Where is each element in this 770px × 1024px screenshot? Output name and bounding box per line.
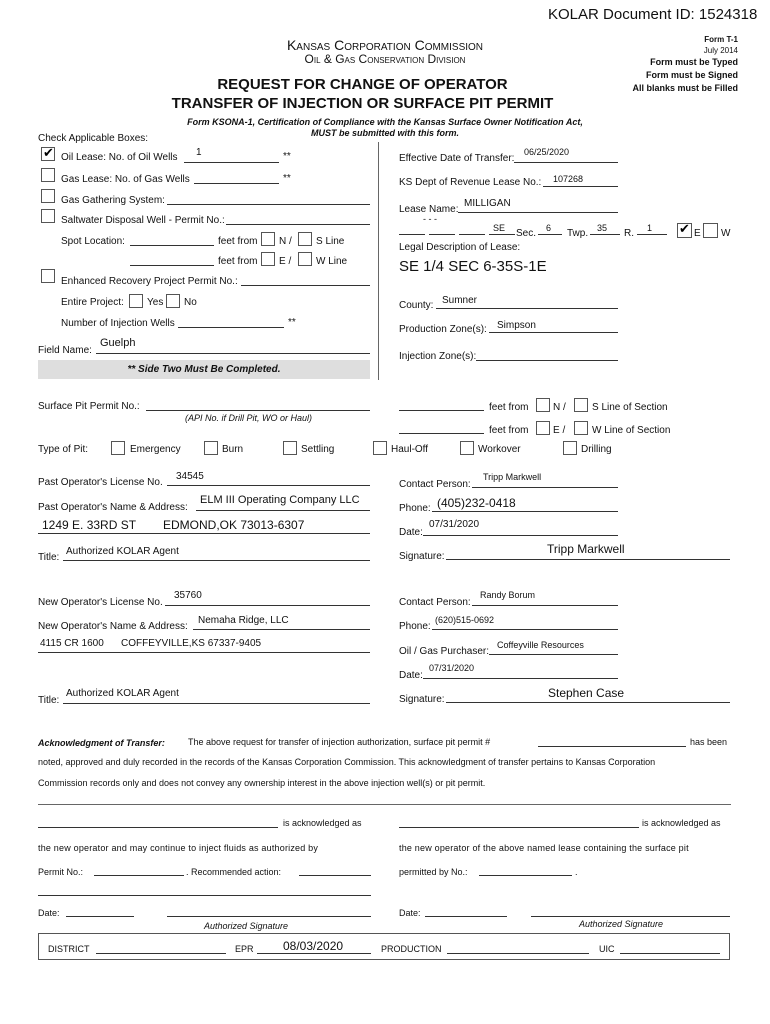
range-w-checkbox[interactable] (703, 223, 718, 238)
new-phone-value: (620)515-0692 (435, 615, 495, 625)
enhanced-recovery-label: Enhanced Recovery Project Permit No.: (61, 276, 238, 287)
past-name-address-label: Past Operator's Name & Address: (38, 502, 188, 513)
type-of-pit-label: Type of Pit: (38, 444, 89, 455)
pit-feet-from-label-2: feet from (489, 425, 529, 436)
quarter-field-4[interactable] (489, 234, 515, 235)
entire-project-label: Entire Project: (61, 297, 124, 308)
range-label: R. (624, 228, 634, 239)
epr-label: EPR (235, 944, 254, 954)
new-license-field[interactable] (165, 605, 370, 606)
sec-label: Sec. (516, 228, 537, 239)
new-title-field[interactable] (63, 703, 370, 704)
uic-field[interactable] (620, 953, 720, 954)
saltwater-permit-field[interactable] (226, 224, 370, 225)
spot-w-checkbox[interactable] (298, 252, 312, 266)
right-permitted-by-label: permitted by No.: (399, 867, 468, 877)
ack-has-been: has been (690, 737, 728, 747)
quarter-value: SE (493, 223, 506, 233)
haul-off-checkbox[interactable] (373, 441, 387, 455)
left-date-field[interactable] (66, 916, 134, 917)
new-signature-value: Stephen Case (548, 686, 625, 700)
settling-label: Settling (301, 444, 335, 455)
pit-n-label: N / (553, 402, 566, 413)
new-contact-value: Randy Borum (480, 590, 536, 600)
gas-lease-checkbox[interactable] (41, 168, 55, 182)
past-address-line1: 1249 E. 33RD ST (42, 518, 137, 532)
drilling-label: Drilling (581, 444, 612, 455)
epr-field[interactable] (257, 953, 371, 954)
check-boxes-label: Check Applicable Boxes: (38, 133, 149, 144)
gas-gathering-label: Gas Gathering System: (61, 195, 165, 206)
left-recommended-label: . Recommended action: (186, 867, 282, 877)
ks-dept-label: KS Dept of Revenue Lease No.: (399, 177, 542, 188)
drilling-checkbox[interactable] (563, 441, 577, 455)
new-name-field[interactable] (193, 629, 370, 630)
new-signature-label: Signature: (399, 694, 445, 705)
location-dashes: - - - (423, 214, 437, 224)
gas-lease-label: Gas Lease: No. of Gas Wells (61, 174, 190, 185)
left-operator-text: the new operator and may continue to inject fluids as authorized by (38, 843, 319, 853)
emergency-label: Emergency (130, 444, 181, 455)
past-title-field[interactable] (63, 560, 370, 561)
ksona-note-2: MUST be submitted with this form. (311, 128, 459, 138)
new-signature-field[interactable] (446, 702, 730, 703)
range-e-checkbox[interactable] (677, 223, 692, 238)
gas-wells-field[interactable] (194, 183, 279, 184)
past-title-label: Title: (38, 552, 60, 563)
left-date-label: Date: (38, 908, 60, 918)
range-w-label: W (721, 228, 731, 239)
uic-label: UIC (599, 944, 615, 954)
lease-name-field[interactable] (458, 212, 618, 213)
field-name-field[interactable] (96, 353, 370, 354)
spot-e-checkbox[interactable] (261, 252, 275, 266)
quarter-field-2[interactable] (429, 234, 455, 235)
agency-name: Kansas Corporation Commission (286, 37, 484, 53)
entire-yes-checkbox[interactable] (129, 294, 143, 308)
left-permit-no-field[interactable] (94, 875, 184, 876)
oil-lease-checkbox[interactable] (41, 147, 55, 161)
past-name-field[interactable] (196, 510, 370, 511)
right-date-field[interactable] (425, 916, 507, 917)
effective-date-value: 06/25/2020 (524, 147, 570, 157)
past-address-line2: EDMOND,OK 73013-6307 (163, 518, 305, 532)
twp-value: 35 (597, 223, 608, 233)
oil-wells-field[interactable] (184, 162, 279, 163)
legal-description-value: SE 1/4 SEC 6-35S-1E (399, 258, 547, 275)
injection-wells-label: Number of Injection Wells (61, 318, 175, 329)
right-operator-text: the new operator of the above named lease containing the surface pit (399, 843, 689, 853)
new-phone-label: Phone: (399, 621, 431, 632)
spot-feet-from-label-2: feet from (218, 256, 258, 267)
spot-location-label: Spot Location: (61, 236, 125, 247)
production-zone-field[interactable] (489, 332, 618, 333)
new-title-value: Authorized KOLAR Agent (66, 688, 179, 699)
pit-w-label: W Line of Section (592, 425, 671, 436)
quarter-field-3[interactable] (459, 234, 485, 235)
pit-feet-from-label: feet from (489, 402, 529, 413)
left-signature-field[interactable] (167, 916, 371, 917)
production-zone-value: Simpson (497, 320, 536, 331)
production-label: PRODUCTION (381, 944, 442, 954)
spot-feet-from-label: feet from (218, 236, 258, 247)
past-title-value: Authorized KOLAR Agent (66, 546, 179, 557)
side-two-banner: ** Side Two Must Be Completed. (38, 360, 370, 379)
purchaser-label: Oil / Gas Purchaser: (399, 646, 490, 657)
production-field[interactable] (447, 953, 589, 954)
injection-zone-field[interactable] (476, 360, 618, 361)
right-period: . (575, 867, 578, 877)
purchaser-field[interactable] (489, 654, 618, 655)
pit-e-checkbox[interactable] (536, 421, 550, 435)
spot-n-label: N / (279, 236, 292, 247)
spot-e-label: E / (279, 256, 292, 267)
saltwater-checkbox[interactable] (41, 209, 55, 223)
past-date-field[interactable] (423, 535, 618, 536)
emergency-checkbox[interactable] (111, 441, 125, 455)
gas-gathering-checkbox[interactable] (41, 189, 55, 203)
ksona-note-1: Form KSONA-1, Certification of Compliance with the Kansas Surface Owner Notification Act, (187, 117, 583, 127)
spot-w-label: W Line (316, 256, 348, 267)
column-divider (378, 142, 379, 380)
new-contact-label: Contact Person: (399, 597, 471, 608)
past-name-value: ELM III Operating Company LLC (200, 494, 360, 506)
signed-note: Form must be Signed (645, 70, 738, 80)
enhanced-recovery-checkbox[interactable] (41, 269, 55, 283)
new-address-line1: 4115 CR 1600 (40, 638, 104, 649)
gas-wells-star: ** (283, 173, 291, 184)
ack-text-2: noted, approved and duly recorded in the records of the Kansas Corporation Commission. This acknowledgment of transfer pertains to Kansas Corporation (38, 757, 656, 767)
district-label: DISTRICT (48, 944, 90, 954)
past-date-label: Date: (399, 527, 423, 538)
surface-pit-label: Surface Pit Permit No.: (38, 401, 140, 412)
past-signature-field[interactable] (446, 559, 730, 560)
past-signature-label: Signature: (399, 551, 445, 562)
district-field[interactable] (96, 953, 226, 954)
pit-e-label: E / (553, 425, 566, 436)
past-license-field[interactable] (167, 485, 370, 486)
county-label: County: (399, 300, 434, 311)
haul-off-label: Haul-Off (391, 444, 429, 455)
spot-s-checkbox[interactable] (298, 232, 312, 246)
division-name: Oil & Gas Conservation Division (304, 52, 466, 66)
past-date-value: 07/31/2020 (429, 519, 480, 530)
county-value: Sumner (442, 295, 478, 306)
range-value: 1 (647, 223, 653, 233)
form-title-2: TRANSFER OF INJECTION OR SURFACE PIT PERMIT (171, 95, 554, 112)
past-address-field[interactable] (38, 533, 370, 534)
new-license-label: New Operator's License No. (38, 597, 163, 608)
past-contact-value: Tripp Markwell (483, 472, 542, 482)
ack-permit-field[interactable] (538, 746, 686, 747)
past-signature-value: Tripp Markwell (547, 542, 625, 556)
range-e-label: E (694, 228, 701, 239)
pit-s-checkbox[interactable] (574, 398, 588, 412)
purchaser-value: Coffeyville Resources (497, 640, 584, 650)
new-phone-field[interactable] (432, 629, 618, 630)
saltwater-label: Saltwater Disposal Well - Permit No.: (61, 215, 225, 226)
entire-no-checkbox[interactable] (166, 294, 180, 308)
left-authorized-signature: Authorized Signature (204, 921, 289, 931)
ack-text-1: The above request for transfer of injection authorization, surface pit permit # (188, 737, 491, 747)
lease-name-label: Lease Name: (399, 204, 459, 215)
oil-lease-label: Oil Lease: No. of Oil Wells (61, 152, 178, 163)
new-contact-field[interactable] (472, 605, 618, 606)
ack-heading: Acknowledgment of Transfer: (38, 738, 165, 748)
production-zone-label: Production Zone(s): (399, 324, 487, 335)
injection-zone-label: Injection Zone(s): (399, 351, 477, 362)
past-phone-value: (405)232-0418 (437, 496, 516, 510)
filled-note: All blanks must be Filled (632, 83, 738, 93)
right-is-acknowledged: is acknowledged as (642, 818, 721, 828)
twp-field[interactable] (590, 234, 620, 235)
new-date-value: 07/31/2020 (429, 663, 475, 673)
entire-no-label: No (184, 297, 197, 308)
field-name-label: Field Name: (38, 345, 92, 356)
pit-w-checkbox[interactable] (574, 421, 588, 435)
right-date-label: Date: (399, 908, 421, 918)
pit-ew-feet-field[interactable] (399, 433, 484, 434)
new-license-value: 35760 (174, 590, 202, 601)
ack-text-3: Commission records only and does not convey any ownership interest in the above injection well(s) or pit permit. (38, 778, 486, 788)
form-title-1: REQUEST FOR CHANGE OF OPERATOR (217, 76, 508, 93)
right-ack-field[interactable] (399, 827, 639, 828)
quarter-field-1[interactable] (399, 234, 425, 235)
new-name-address-label: New Operator's Name & Address: (38, 621, 188, 632)
workover-checkbox[interactable] (460, 441, 474, 455)
ks-dept-value: 107268 (553, 174, 584, 184)
right-permitted-by-field[interactable] (479, 875, 572, 876)
lease-name-value: MILLIGAN (464, 198, 511, 209)
right-signature-field[interactable] (531, 916, 730, 917)
county-field[interactable] (436, 308, 618, 309)
settling-checkbox[interactable] (283, 441, 297, 455)
ack-divider (38, 804, 731, 805)
past-phone-label: Phone: (399, 503, 431, 514)
range-field[interactable] (637, 234, 667, 235)
past-license-label: Past Operator's License No. (38, 477, 163, 488)
pit-ns-feet-field[interactable] (399, 410, 484, 411)
spot-ns-feet-field[interactable] (130, 245, 214, 246)
sec-value: 6 (546, 223, 552, 233)
new-title-label: Title: (38, 695, 60, 706)
right-authorized-signature: Authorized Signature (579, 919, 664, 929)
past-license-value: 34545 (176, 471, 204, 482)
spot-n-checkbox[interactable] (261, 232, 275, 246)
new-address-field[interactable] (38, 652, 370, 653)
left-is-acknowledged: is acknowledged as (283, 818, 362, 828)
typed-note: Form must be Typed (650, 57, 738, 67)
twp-label: Twp. (567, 228, 589, 239)
oil-wells-value: 1 (196, 147, 202, 158)
spot-s-label: S Line (316, 236, 345, 247)
form-number: Form T-1 (704, 35, 738, 44)
new-address-line2: COFFEYVILLE,KS 67337-9405 (121, 638, 262, 649)
spot-ew-feet-field[interactable] (130, 265, 214, 266)
effective-date-label: Effective Date of Transfer: (399, 153, 515, 164)
gas-gathering-field[interactable] (167, 204, 370, 205)
sec-field[interactable] (538, 234, 562, 235)
left-ack-field[interactable] (38, 827, 278, 828)
left-permit-no-label: Permit No.: (38, 867, 84, 877)
entire-yes-label: Yes (147, 297, 164, 308)
injection-wells-field[interactable] (178, 327, 284, 328)
document-id: KOLAR Document ID: 1524318 (548, 6, 758, 23)
form-date: July 2014 (703, 46, 738, 55)
oil-wells-star: ** (283, 151, 291, 162)
workover-label: Workover (478, 444, 521, 455)
past-phone-field[interactable] (432, 511, 618, 512)
left-action-field[interactable] (38, 895, 371, 896)
api-note: (API No. if Drill Pit, WO or Haul) (185, 413, 313, 423)
enhanced-permit-field[interactable] (241, 285, 370, 286)
new-name-value: Nemaha Ridge, LLC (198, 615, 289, 626)
surface-pit-field[interactable] (146, 410, 370, 411)
new-date-label: Date: (399, 670, 423, 681)
legal-description-label: Legal Description of Lease: (399, 242, 521, 253)
burn-checkbox[interactable] (204, 441, 218, 455)
past-contact-field[interactable] (472, 487, 618, 488)
effective-date-field[interactable] (514, 162, 618, 163)
pit-s-label: S Line of Section (592, 402, 668, 413)
new-date-field[interactable] (423, 678, 618, 679)
burn-label: Burn (222, 444, 244, 455)
pit-n-checkbox[interactable] (536, 398, 550, 412)
field-name-value: Guelph (100, 337, 136, 349)
epr-value: 08/03/2020 (283, 939, 344, 953)
past-contact-label: Contact Person: (399, 479, 471, 490)
left-recommended-field[interactable] (299, 875, 371, 876)
injection-wells-star: ** (288, 317, 296, 328)
ks-dept-field[interactable] (543, 186, 618, 187)
